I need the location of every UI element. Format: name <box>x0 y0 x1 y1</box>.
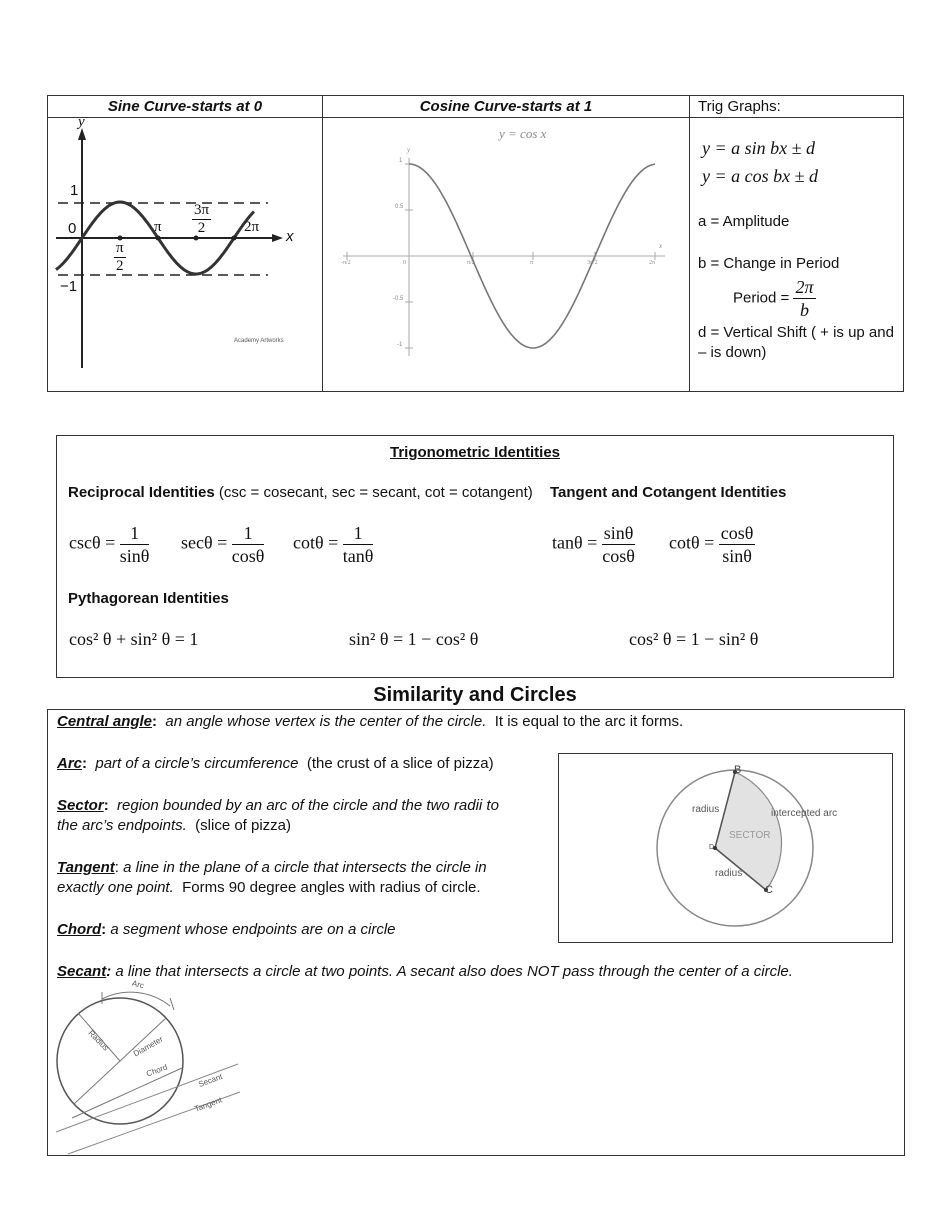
cosine-x-label: x <box>659 242 663 250</box>
parts-chord-label: Chord <box>145 1062 169 1079</box>
pythagorean-identity-2: sin² θ = 1 − cos² θ <box>349 629 479 649</box>
sector-label: SECTOR <box>729 830 771 841</box>
sine-zero-label: 0 <box>68 220 77 237</box>
sine-x-label: x <box>286 228 294 245</box>
sec-identity: secθ = $\frac{1}{\cos\theta}$ <box>181 523 265 566</box>
cosine-x-3pi2: 3π/2 <box>587 260 598 266</box>
cosine-x-pi2: π/2 <box>467 260 475 266</box>
sector-diagram <box>559 754 892 942</box>
cosine-x-0: 0 <box>403 260 406 266</box>
central-angle-definition: Central angle: an angle whose vertex is the center of the circle. It is equal to the arc it forms. <box>57 713 684 730</box>
sine-three-pi-over-two: $\frac{3\pi}{2}$ <box>194 202 210 236</box>
pythagorean-heading: Pythagorean Identities <box>68 590 229 607</box>
vertical-shift-text: d = Vertical Shift ( + is up and – is down) <box>698 324 894 361</box>
sine-graph <box>48 118 322 386</box>
circles-title: Similarity and Circles <box>373 684 577 706</box>
period-change-text: b = Change in Period <box>698 255 840 272</box>
sine-credit: Academy Artworks <box>234 338 284 344</box>
cosine-x-pi: π <box>530 260 534 266</box>
sector-radius-top: radius <box>692 804 720 815</box>
cot-identity: cotθ = $\frac{1}{\tan\theta}$ <box>293 523 374 566</box>
parts-secant-label: Secant <box>197 1072 224 1089</box>
trig-graphs-header: Trig Graphs: <box>690 96 904 118</box>
cosine-equation: y = a cos bx ± d <box>702 166 818 186</box>
cosine-x-minus: -π/2 <box>341 260 351 266</box>
cosine-y-label: y <box>407 146 411 154</box>
parts-tangent-label: Tangent <box>193 1095 224 1114</box>
circles-box <box>47 709 905 1156</box>
parts-arc-label: Arc <box>131 978 145 991</box>
cosine-cell <box>323 118 690 392</box>
sector-point-d: D <box>709 844 715 851</box>
sector-diagram-box <box>558 753 893 943</box>
tan-identity: tanθ = $\frac{\sin\theta}{\cos\theta}$ <box>552 523 635 566</box>
cosine-x-2pi: 2π <box>649 260 656 266</box>
period-formula: Period = $\frac{2\pi}{b}$ <box>733 277 814 320</box>
arc-definition: Arc: part of a circle’s circumference (the crust of a slice of pizza) <box>57 755 494 772</box>
sector-radius-bottom: radius <box>715 868 743 879</box>
tangent-heading: Tangent and Cotangent Identities <box>550 484 787 501</box>
sector-point-c: C <box>765 884 773 896</box>
sector-point-b: B <box>734 764 742 776</box>
csc-identity: cscθ = $\frac{1}{\sin\theta}$ <box>69 523 150 566</box>
cosine-graph <box>323 118 689 386</box>
cosine-tick-05: 0.5 <box>395 204 404 210</box>
pythagorean-identity-3: cos² θ = 1 − sin² θ <box>629 629 759 649</box>
sine-header: Sine Curve-starts at 0 <box>48 96 323 118</box>
identities-box <box>56 435 894 678</box>
cosine-title: y = cos x <box>499 126 547 141</box>
sine-pi-over-two: $\frac{\pi}{2}$ <box>116 240 124 274</box>
sine-pi-label: π <box>154 219 162 235</box>
sector-definition: Sector: region bounded by an arc of the circle and the two radii to the arc’s endpoints. (slice of pizza) <box>57 797 499 834</box>
pythagorean-identity-1: cos² θ + sin² θ = 1 <box>69 629 199 649</box>
sine-y-label: y <box>78 114 85 130</box>
sine-one-label: 1 <box>70 182 79 199</box>
parts-radius-label: Radius <box>86 1028 111 1053</box>
reciprocal-heading: Reciprocal Identities (csc = cosecant, sec = secant, cot = cotangent) <box>68 484 533 501</box>
chord-definition: Chord: a segment whose endpoints are on a circle <box>57 921 396 938</box>
sine-equation: y = a sin bx ± d <box>702 138 816 158</box>
trig-graphs-table <box>47 95 904 392</box>
secant-definition: Secant: a line that intersects a circle at two points. A secant also does NOT pass through the center of a circle. <box>57 963 793 980</box>
cosine-tick-m1: -1 <box>397 342 403 348</box>
sine-cell <box>48 114 323 392</box>
identities-title: Trigonometric Identities <box>389 444 561 461</box>
cosine-tick-m05: -0.5 <box>393 296 404 302</box>
sine-two-pi-label: 2π <box>244 219 260 235</box>
amplitude-text: a = Amplitude <box>698 213 790 230</box>
formula-cell <box>690 118 904 392</box>
sine-minus-one-label: −1 <box>60 278 78 295</box>
sector-intercepted-arc: intercepted arc <box>771 808 838 819</box>
cot-quotient-identity: cotθ = $\frac{\cos\theta}{\sin\theta}$ <box>669 523 754 566</box>
cosine-tick-1: 1 <box>399 158 403 164</box>
cosine-header: Cosine Curve-starts at 1 <box>323 96 690 118</box>
parts-diameter-label: Diameter <box>131 1034 165 1059</box>
tangent-definition: Tangent: a line in the plane of a circle that intersects the circle in exactly one point. Forms 90 degree angles with radius of circle. <box>57 859 487 896</box>
